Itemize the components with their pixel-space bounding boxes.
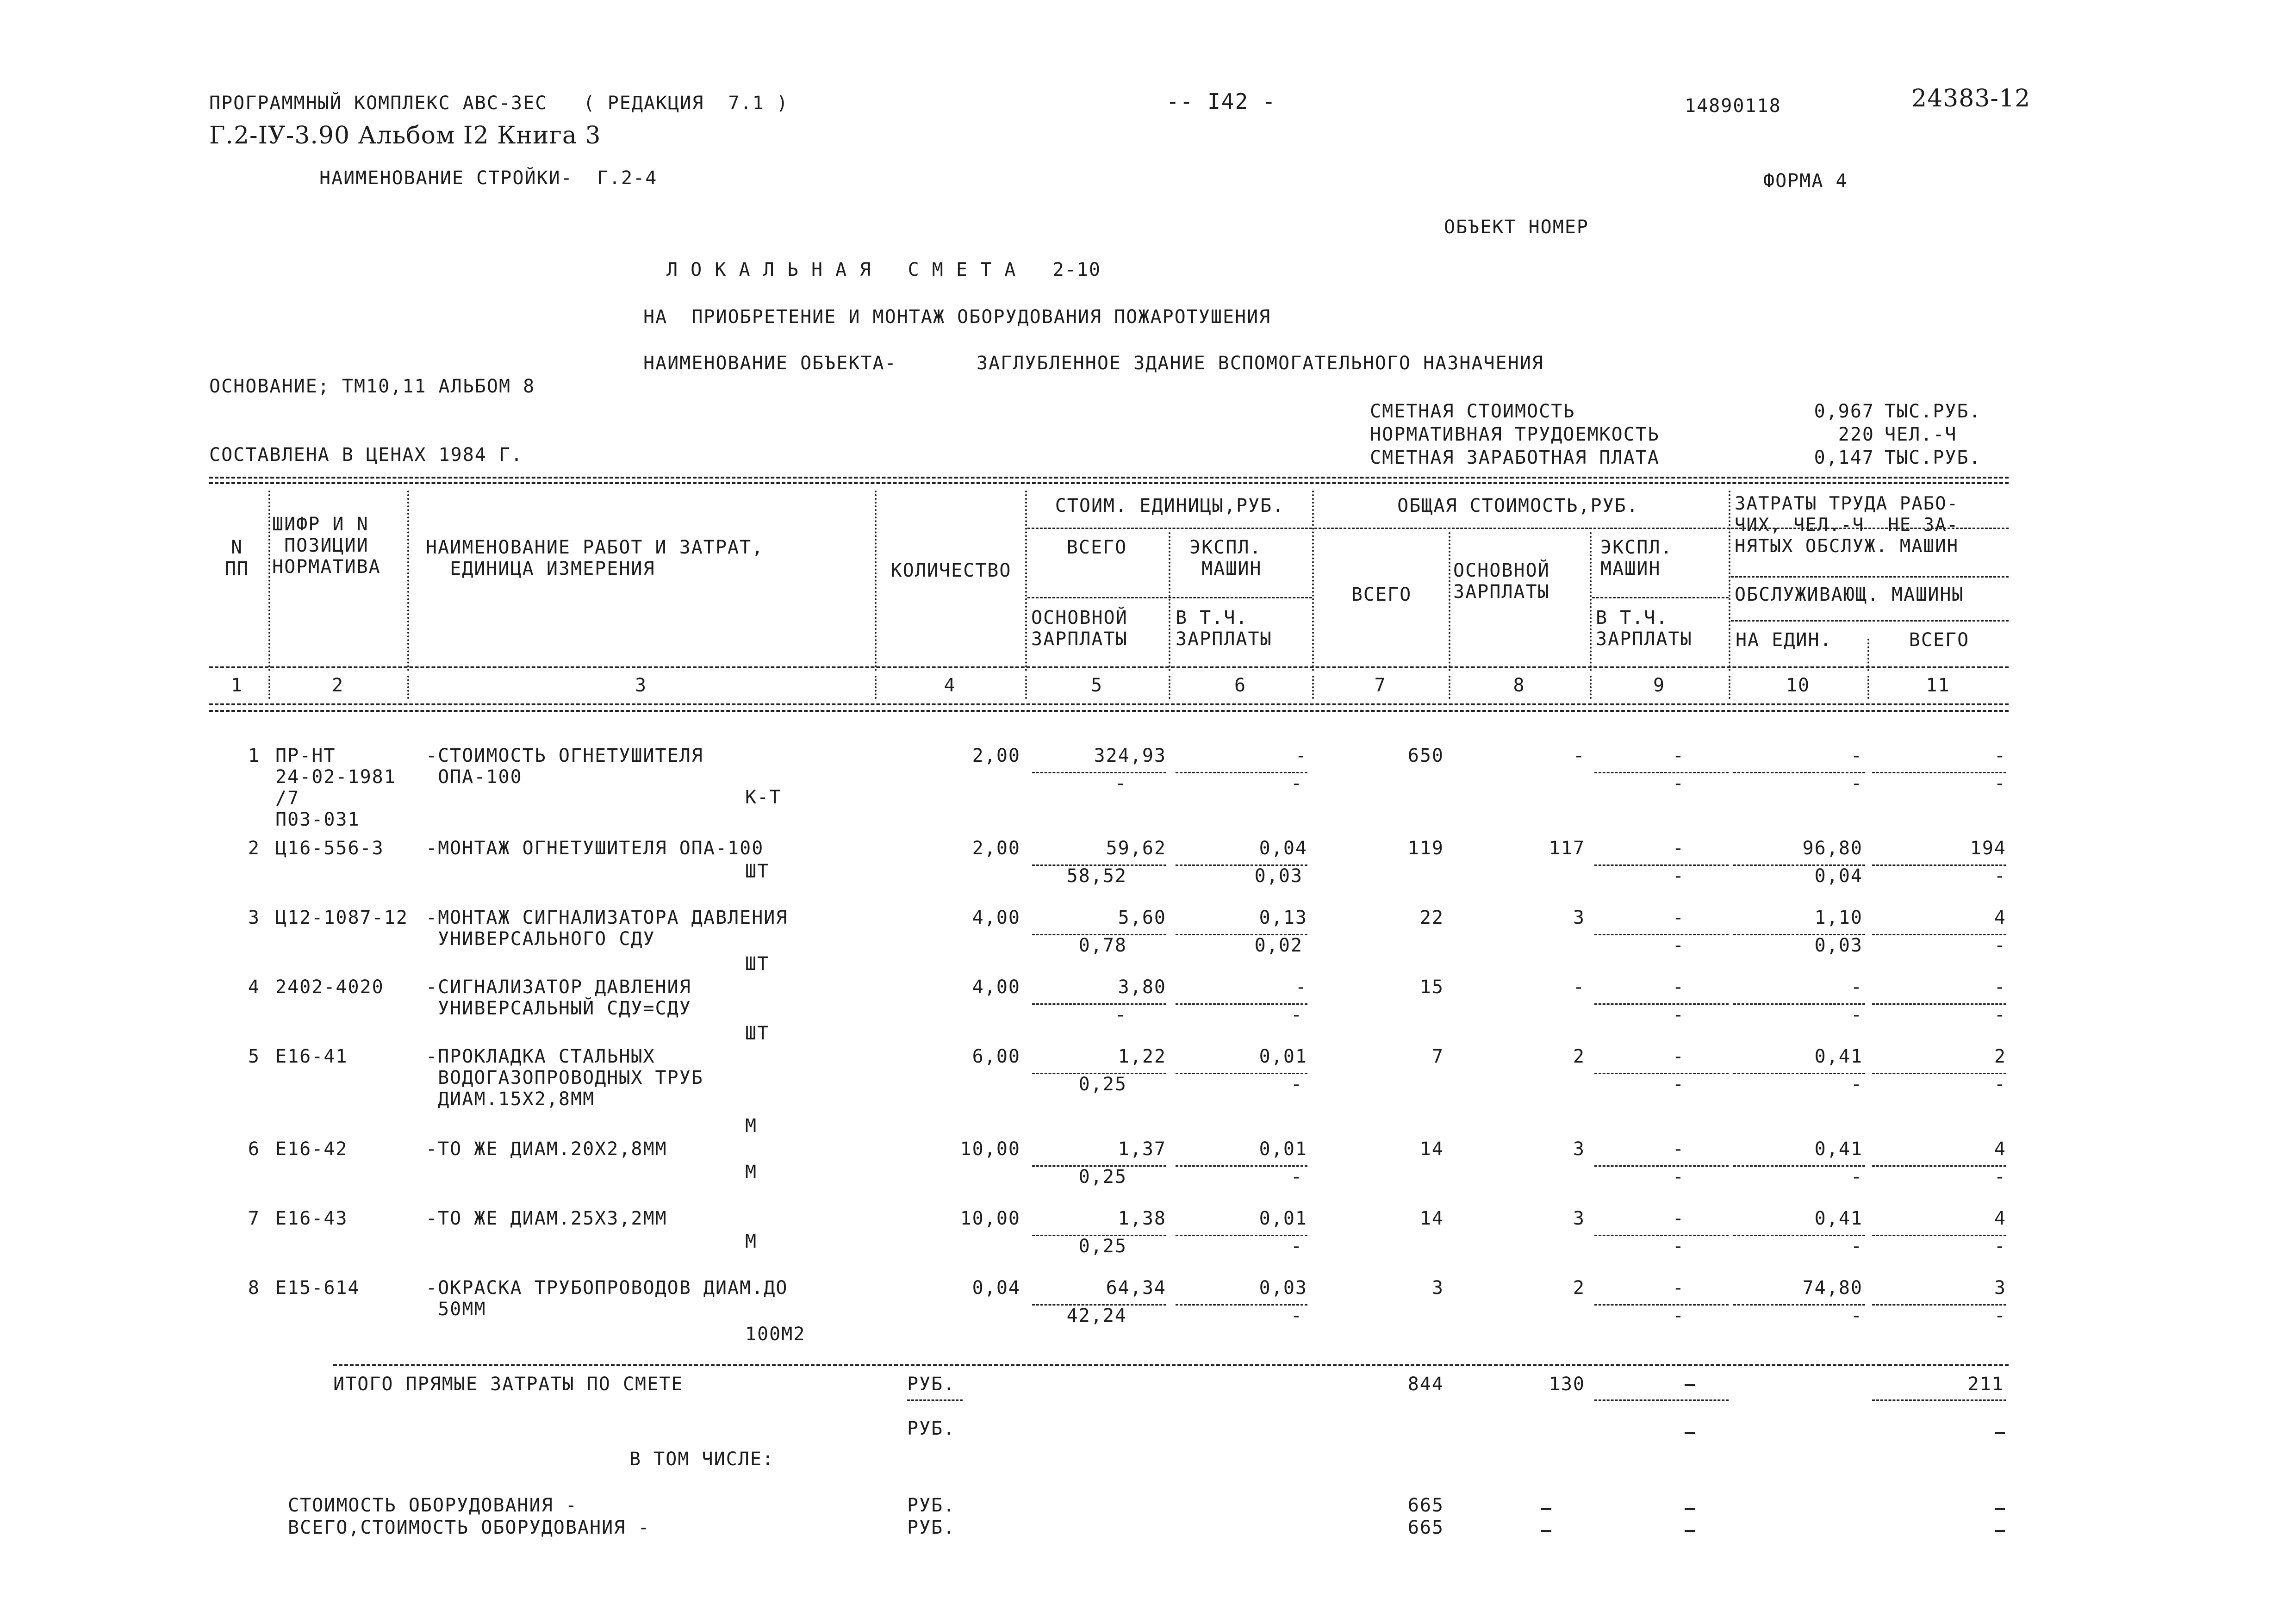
header-total-all: ВСЕГО bbox=[1351, 584, 1412, 605]
equipment-cost-label: СТОИМОСТЬ ОБОРУДОВАНИЯ - bbox=[288, 1495, 578, 1516]
direct-costs-total: 844 bbox=[1407, 1374, 1444, 1395]
column-number: 10 bbox=[1786, 675, 1811, 696]
column-divider bbox=[1449, 532, 1450, 671]
row-unit-base-wage: 0,25 bbox=[1078, 1236, 1127, 1257]
header-total-machines: ЭКСПЛ. МАШИН bbox=[1600, 537, 1673, 579]
header-rule bbox=[1731, 576, 2009, 578]
object-number-label: ОБЪЕКТ НОМЕР bbox=[1444, 217, 1589, 238]
row-quantity: 4,00 bbox=[972, 907, 1020, 928]
row-number: 7 bbox=[248, 1208, 260, 1229]
equipment-cost-dash bbox=[1995, 1508, 2005, 1510]
row-machines: - bbox=[1672, 838, 1685, 859]
row-service-unit: - bbox=[1850, 1004, 1863, 1026]
row-quantity: 6,00 bbox=[972, 1046, 1020, 1067]
row-code: Е15-614 bbox=[275, 1277, 360, 1299]
row-unit-incl-wage: 0,02 bbox=[1254, 935, 1303, 956]
row-base-wage: - bbox=[1573, 976, 1585, 998]
row-code: /7 bbox=[275, 788, 300, 809]
header-unit-machines: ЭКСПЛ. МАШИН bbox=[1189, 537, 1262, 579]
header-col-name: НАИМЕНОВАНИЕ РАБОТ И ЗАТРАТ, ЕДИНИЦА ИЗМЕРЕНИЯ bbox=[426, 537, 764, 579]
direct-costs-label: ИТОГО ПРЯМЫЕ ЗАТРАТЫ ПО СМЕТЕ bbox=[333, 1374, 684, 1395]
row-number: 3 bbox=[248, 907, 260, 928]
row-name: УНИВЕРСАЛЬНЫЙ СДУ=СДУ bbox=[426, 998, 691, 1019]
column-number: 4 bbox=[944, 675, 956, 696]
row-base-wage: 3 bbox=[1573, 907, 1585, 928]
row-labor-total: 3 bbox=[1994, 1277, 2006, 1299]
column-divider bbox=[1867, 676, 1869, 699]
header-col-code: ШИФР И N ПОЗИЦИИ НОРМАТИВА bbox=[272, 514, 381, 578]
row-name: УНИВЕРСАЛЬНОГО СДУ bbox=[426, 928, 655, 950]
row-quantity: 2,00 bbox=[972, 838, 1020, 859]
row-unit-total: 64,34 bbox=[1106, 1277, 1166, 1299]
row-quantity: 0,04 bbox=[972, 1277, 1020, 1299]
row-number: 6 bbox=[248, 1138, 260, 1160]
program-name: ПРОГРАММНЫЙ КОМПЛЕКС АВС-3ЕС ( РЕДАКЦИЯ 7.1 ) bbox=[209, 93, 789, 114]
row-base-wage: 117 bbox=[1549, 838, 1585, 859]
row-quantity: 4,00 bbox=[972, 976, 1020, 998]
row-unit-total: 59,62 bbox=[1106, 838, 1166, 859]
column-divider bbox=[1025, 676, 1027, 699]
row-unit-incl-wage: - bbox=[1290, 1305, 1303, 1326]
summary-value: 0,967 bbox=[1814, 401, 1874, 422]
row-base-wage: 3 bbox=[1573, 1208, 1585, 1229]
row-unit: ШТ bbox=[745, 953, 770, 975]
header-labor-unit: НА ЕДИН. bbox=[1736, 629, 1832, 651]
column-divider bbox=[1590, 676, 1592, 699]
row-labor-total: - bbox=[1994, 745, 2006, 766]
row-service-unit: - bbox=[1850, 1074, 1863, 1095]
row-machines-wage: - bbox=[1672, 935, 1685, 956]
row-unit-total: 3,80 bbox=[1118, 976, 1166, 998]
summary-value: 0,147 bbox=[1814, 447, 1874, 468]
document-code: 14890118 bbox=[1685, 95, 1781, 117]
equipment-total-currency: РУБ. bbox=[907, 1517, 956, 1538]
object-name: ЗАГЛУБЛЕННОЕ ЗДАНИЕ ВСПОМОГАТЕЛЬНОГО НАЗНАЧЕНИЯ bbox=[977, 353, 1544, 374]
row-machines: - bbox=[1672, 907, 1685, 928]
column-number: 11 bbox=[1926, 675, 1950, 696]
row-machines: - bbox=[1672, 976, 1685, 998]
row-service-total: - bbox=[1994, 865, 2006, 887]
row-unit-incl-wage: - bbox=[1290, 1236, 1303, 1257]
equipment-cost-value: 665 bbox=[1407, 1495, 1444, 1516]
column-divider bbox=[268, 676, 270, 699]
row-labor-unit: - bbox=[1850, 976, 1863, 998]
equipment-total-dash bbox=[1995, 1530, 2005, 1532]
prices-year: СОСТАВЛЕНА В ЦЕНАХ 1984 Г. bbox=[209, 444, 523, 466]
row-unit: М bbox=[745, 1162, 758, 1183]
row-base-wage: 2 bbox=[1573, 1277, 1585, 1299]
row-quantity: 10,00 bbox=[960, 1138, 1020, 1160]
header-labor: ЗАТРАТЫ ТРУДА РАБО- ЧИХ, ЧЕЛ.-Ч НЕ ЗА- НЯТЫХ ОБСЛУЖ. МАШИН bbox=[1735, 493, 1959, 557]
row-total: 14 bbox=[1419, 1208, 1444, 1229]
header-rule bbox=[1027, 528, 1312, 529]
row-machines: - bbox=[1672, 745, 1685, 766]
row-unit-total: 1,38 bbox=[1118, 1208, 1166, 1229]
column-number-rule bbox=[209, 666, 2009, 668]
labor-underline bbox=[1872, 1399, 2006, 1401]
column-number-rule bbox=[209, 710, 2009, 712]
row-unit-machines: 0,04 bbox=[1259, 838, 1307, 859]
row-machines-wage: - bbox=[1672, 1074, 1685, 1095]
direct-costs-currency: РУБ. bbox=[907, 1374, 956, 1395]
row-number: 2 bbox=[248, 838, 260, 859]
row-name: -СИГНАЛИЗАТОР ДАВЛЕНИЯ bbox=[426, 976, 691, 998]
album-reference: Г.2-IУ-3.90 Альбом I2 Книга 3 bbox=[209, 122, 601, 149]
equipment-total-label: ВСЕГО,СТОИМОСТЬ ОБОРУДОВАНИЯ - bbox=[288, 1517, 650, 1538]
row-quantity: 10,00 bbox=[960, 1208, 1020, 1229]
row-code: Ц16-556-3 bbox=[275, 838, 384, 859]
row-service-total: - bbox=[1994, 1236, 2006, 1257]
row-unit-machines: 0,01 bbox=[1259, 1046, 1307, 1067]
table-top-rule bbox=[209, 482, 2009, 484]
row-name: ВОДОГАЗОПРОВОДНЫХ ТРУБ bbox=[426, 1067, 703, 1088]
summary-label: НОРМАТИВНАЯ ТРУДОЕМКОСТЬ bbox=[1370, 424, 1660, 445]
estimate-title: Л О К А Л Ь Н А Я С М Е Т А 2-10 bbox=[666, 259, 1101, 280]
column-number: 3 bbox=[635, 675, 647, 696]
row-number: 4 bbox=[248, 976, 260, 998]
row-labor-unit: - bbox=[1850, 745, 1863, 766]
summary-value: 220 bbox=[1838, 424, 1874, 445]
column-number: 6 bbox=[1234, 675, 1247, 696]
row-labor-total: - bbox=[1994, 976, 2006, 998]
totals-rule bbox=[333, 1364, 2009, 1366]
row-unit: М bbox=[745, 1115, 758, 1137]
row-service-total: - bbox=[1994, 1305, 2006, 1326]
row-machines: - bbox=[1672, 1277, 1685, 1299]
row-unit-machines: 0,13 bbox=[1259, 907, 1307, 928]
row-base-wage: 2 bbox=[1573, 1046, 1585, 1067]
summary-label: СМЕТНАЯ СТОИМОСТЬ bbox=[1370, 401, 1575, 422]
column-divider bbox=[1312, 676, 1314, 699]
column-divider bbox=[1590, 532, 1592, 671]
row-labor-unit: 0,41 bbox=[1814, 1138, 1863, 1160]
row-code: Е16-43 bbox=[275, 1208, 348, 1229]
including-label: В ТОМ ЧИСЛЕ: bbox=[629, 1449, 774, 1470]
row-unit-machines: - bbox=[1295, 976, 1307, 998]
row-total: 119 bbox=[1407, 838, 1444, 859]
column-divider bbox=[1449, 676, 1450, 699]
row-unit-base-wage: 0,25 bbox=[1078, 1166, 1127, 1188]
row-total: 3 bbox=[1431, 1277, 1444, 1299]
row-service-total: - bbox=[1994, 1166, 2006, 1188]
equipment-cost-dash bbox=[1685, 1508, 1695, 1510]
row-code: Ц12-1087-12 bbox=[275, 907, 408, 928]
row-base-wage: 3 bbox=[1573, 1138, 1585, 1160]
header-unit-base-wage: ОСНОВНОЙ ЗАРПЛАТЫ bbox=[1031, 607, 1128, 650]
equipment-cost-dash bbox=[1541, 1508, 1551, 1510]
row-service-total: - bbox=[1994, 1074, 2006, 1095]
row-unit-base-wage: 42,24 bbox=[1066, 1305, 1127, 1326]
header-labor-service: ОБСЛУЖИВАЮЩ. МАШИНЫ bbox=[1735, 584, 1964, 605]
row-labor-unit: 74,80 bbox=[1802, 1277, 1863, 1299]
row-name: ОПА-100 bbox=[426, 766, 523, 788]
summary-unit: ТЫС.РУБ. bbox=[1885, 401, 1981, 422]
column-number-rule bbox=[209, 703, 2009, 705]
row-unit-incl-wage: - bbox=[1290, 1004, 1303, 1026]
row-name: -ТО ЖЕ ДИАМ.25Х3,2ММ bbox=[426, 1208, 667, 1229]
page-number: -- I42 - bbox=[1166, 89, 1276, 114]
header-unit-incl-wage: В Т.Ч. ЗАРПЛАТЫ bbox=[1176, 607, 1272, 650]
column-divider bbox=[1169, 532, 1170, 671]
header-rule bbox=[1731, 620, 2009, 622]
row-name: -МОНТАЖ ОГНЕТУШИТЕЛЯ ОПА-100 bbox=[426, 838, 764, 859]
row-service-unit: - bbox=[1850, 1305, 1863, 1326]
row-code: Е16-42 bbox=[275, 1138, 348, 1160]
currency-underline bbox=[907, 1399, 963, 1401]
direct-costs-currency-2: РУБ. bbox=[907, 1418, 956, 1439]
column-divider bbox=[407, 676, 409, 699]
row-machines-wage: - bbox=[1672, 1004, 1685, 1026]
row-name: -МОНТАЖ СИГНАЛИЗАТОРА ДАВЛЕНИЯ bbox=[426, 907, 788, 928]
equipment-total-dash bbox=[1685, 1530, 1695, 1532]
column-divider bbox=[1729, 491, 1730, 671]
column-number: 8 bbox=[1513, 675, 1525, 696]
header-total-incl-wage: В Т.Ч. ЗАРПЛАТЫ bbox=[1596, 607, 1692, 650]
row-code: 24-02-1981 bbox=[275, 766, 396, 788]
header-rule bbox=[1592, 597, 1729, 598]
row-number: 5 bbox=[248, 1046, 260, 1067]
row-total: 14 bbox=[1419, 1138, 1444, 1160]
row-machines-wage: - bbox=[1672, 1166, 1685, 1188]
column-number: 7 bbox=[1374, 675, 1387, 696]
row-unit-base-wage: - bbox=[1114, 1004, 1127, 1026]
row-unit-base-wage: 0,78 bbox=[1078, 935, 1127, 956]
summary-label: СМЕТНАЯ ЗАРАБОТНАЯ ПЛАТА bbox=[1370, 447, 1660, 468]
row-base-wage: - bbox=[1573, 745, 1585, 766]
row-service-total: - bbox=[1994, 1004, 2006, 1026]
row-labor-total: 4 bbox=[1994, 1208, 2006, 1229]
row-unit-total: 324,93 bbox=[1094, 745, 1166, 766]
row-service-unit: 0,04 bbox=[1814, 865, 1863, 887]
row-number: 8 bbox=[248, 1277, 260, 1299]
row-name: -ТО ЖЕ ДИАМ.20Х2,8ММ bbox=[426, 1138, 667, 1160]
row-labor-total: 194 bbox=[1970, 838, 2006, 859]
row-machines-wage: - bbox=[1672, 1305, 1685, 1326]
row-service-total: - bbox=[1994, 773, 2006, 794]
row-total: 15 bbox=[1419, 976, 1444, 998]
summary-unit: ЧЕЛ.-Ч bbox=[1885, 424, 1957, 445]
basis-note: ОСНОВАНИЕ; ТМ10,11 АЛЬБОМ 8 bbox=[209, 376, 535, 397]
form-label: ФОРМА 4 bbox=[1763, 170, 1848, 192]
row-unit-base-wage: 58,52 bbox=[1066, 865, 1127, 887]
row-labor-unit: 0,41 bbox=[1814, 1046, 1863, 1067]
row-labor-unit: 0,41 bbox=[1814, 1208, 1863, 1229]
header-rule bbox=[1027, 597, 1312, 598]
row-unit-incl-wage: 0,03 bbox=[1254, 865, 1303, 887]
row-name: -ОКРАСКА ТРУБОПРОВОДОВ ДИАМ.ДО bbox=[426, 1277, 788, 1299]
header-col-n: N ПП bbox=[224, 537, 249, 579]
header-labor-total: ВСЕГО bbox=[1909, 629, 1970, 651]
second-labor-dash bbox=[1995, 1432, 2005, 1434]
column-divider bbox=[268, 491, 270, 671]
row-unit-total: 1,22 bbox=[1118, 1046, 1166, 1067]
equipment-cost-currency: РУБ. bbox=[907, 1495, 956, 1516]
column-divider bbox=[407, 491, 409, 671]
equipment-total-value: 665 bbox=[1407, 1517, 1444, 1538]
estimate-subtitle: НА ПРИОБРЕТЕНИЕ И МОНТАЖ ОБОРУДОВАНИЯ ПОЖАРОТУШЕНИЯ bbox=[643, 306, 1271, 328]
construction-name: НАИМЕНОВАНИЕ СТРОЙКИ- Г.2-4 bbox=[319, 168, 658, 189]
row-unit-incl-wage: - bbox=[1290, 1166, 1303, 1188]
row-unit-machines: 0,01 bbox=[1259, 1138, 1307, 1160]
column-divider bbox=[1169, 676, 1170, 699]
row-service-unit: - bbox=[1850, 1236, 1863, 1257]
row-labor-total: 4 bbox=[1994, 907, 2006, 928]
machines-underline bbox=[1594, 1399, 1729, 1401]
row-unit: 100М2 bbox=[745, 1324, 806, 1345]
row-name: -ПРОКЛАДКА СТАЛЬНЫХ bbox=[426, 1046, 655, 1067]
row-labor-total: 2 bbox=[1994, 1046, 2006, 1067]
header-unit-cost: СТОИМ. ЕДИНИЦЫ,РУБ. bbox=[1055, 495, 1285, 516]
direct-costs-wage: 130 bbox=[1549, 1374, 1585, 1395]
row-number: 1 bbox=[248, 745, 260, 766]
column-divider bbox=[1025, 491, 1027, 671]
row-code: П03-031 bbox=[275, 809, 360, 830]
column-divider bbox=[875, 491, 877, 671]
row-unit-machines: 0,03 bbox=[1259, 1277, 1307, 1299]
row-unit: ШТ bbox=[745, 861, 770, 882]
column-number: 1 bbox=[230, 675, 243, 696]
row-unit-total: 5,60 bbox=[1118, 907, 1166, 928]
row-unit-incl-wage: - bbox=[1290, 773, 1303, 794]
row-service-unit: - bbox=[1850, 773, 1863, 794]
row-unit-machines: - bbox=[1295, 745, 1307, 766]
row-labor-unit: 1,10 bbox=[1814, 907, 1863, 928]
column-number: 2 bbox=[331, 675, 344, 696]
column-divider bbox=[1312, 491, 1314, 671]
row-machines-wage: - bbox=[1672, 773, 1685, 794]
row-quantity: 2,00 bbox=[972, 745, 1020, 766]
object-name-label: НАИМЕНОВАНИЕ ОБЪЕКТА- bbox=[643, 353, 897, 374]
row-labor-unit: 96,80 bbox=[1802, 838, 1863, 859]
row-labor-total: 4 bbox=[1994, 1138, 2006, 1160]
header-unit-total: ВСЕГО bbox=[1066, 537, 1127, 558]
direct-costs-machines-dash bbox=[1685, 1384, 1695, 1386]
row-total: 650 bbox=[1407, 745, 1444, 766]
document-number: 24383-12 bbox=[1911, 85, 2031, 112]
row-machines: - bbox=[1672, 1138, 1685, 1160]
row-service-unit: - bbox=[1850, 1166, 1863, 1188]
row-code: Е16-41 bbox=[275, 1046, 348, 1067]
header-total-cost: ОБЩАЯ СТОИМОСТЬ,РУБ. bbox=[1397, 495, 1639, 516]
column-divider bbox=[875, 676, 877, 699]
row-unit-incl-wage: - bbox=[1290, 1074, 1303, 1095]
row-code: ПР-НТ bbox=[275, 745, 336, 766]
row-unit-base-wage: 0,25 bbox=[1078, 1074, 1127, 1095]
row-machines-wage: - bbox=[1672, 865, 1685, 887]
header-col-qty: КОЛИЧЕСТВО bbox=[890, 560, 1012, 581]
row-service-unit: 0,03 bbox=[1814, 935, 1863, 956]
second-machines-dash bbox=[1685, 1432, 1695, 1434]
row-total: 7 bbox=[1431, 1046, 1444, 1067]
header-total-base-wage: ОСНОВНОЙ ЗАРПЛАТЫ bbox=[1453, 560, 1550, 603]
row-total: 22 bbox=[1419, 907, 1444, 928]
column-number: 9 bbox=[1653, 675, 1666, 696]
row-unit: К-Т bbox=[745, 787, 782, 808]
row-code: 2402-4020 bbox=[275, 976, 384, 998]
row-unit-total: 1,37 bbox=[1118, 1138, 1166, 1160]
row-name: ДИАМ.15Х2,8ММ bbox=[426, 1088, 595, 1110]
equipment-total-dash bbox=[1541, 1530, 1551, 1532]
row-machines: - bbox=[1672, 1208, 1685, 1229]
row-machines: - bbox=[1672, 1046, 1685, 1067]
row-unit-base-wage: - bbox=[1114, 773, 1127, 794]
direct-costs-labor: 211 bbox=[1967, 1374, 2004, 1395]
row-unit-machines: 0,01 bbox=[1259, 1208, 1307, 1229]
column-divider bbox=[1729, 676, 1730, 699]
row-service-total: - bbox=[1994, 935, 2006, 956]
row-name: -СТОИМОСТЬ ОГНЕТУШИТЕЛЯ bbox=[426, 745, 703, 766]
column-number: 5 bbox=[1090, 675, 1103, 696]
row-unit: ШТ bbox=[745, 1023, 770, 1044]
row-unit: М bbox=[745, 1231, 758, 1252]
row-machines-wage: - bbox=[1672, 1236, 1685, 1257]
summary-unit: ТЫС.РУБ. bbox=[1885, 447, 1981, 468]
table-top-rule bbox=[209, 477, 2009, 479]
row-name: 50ММ bbox=[426, 1299, 486, 1320]
